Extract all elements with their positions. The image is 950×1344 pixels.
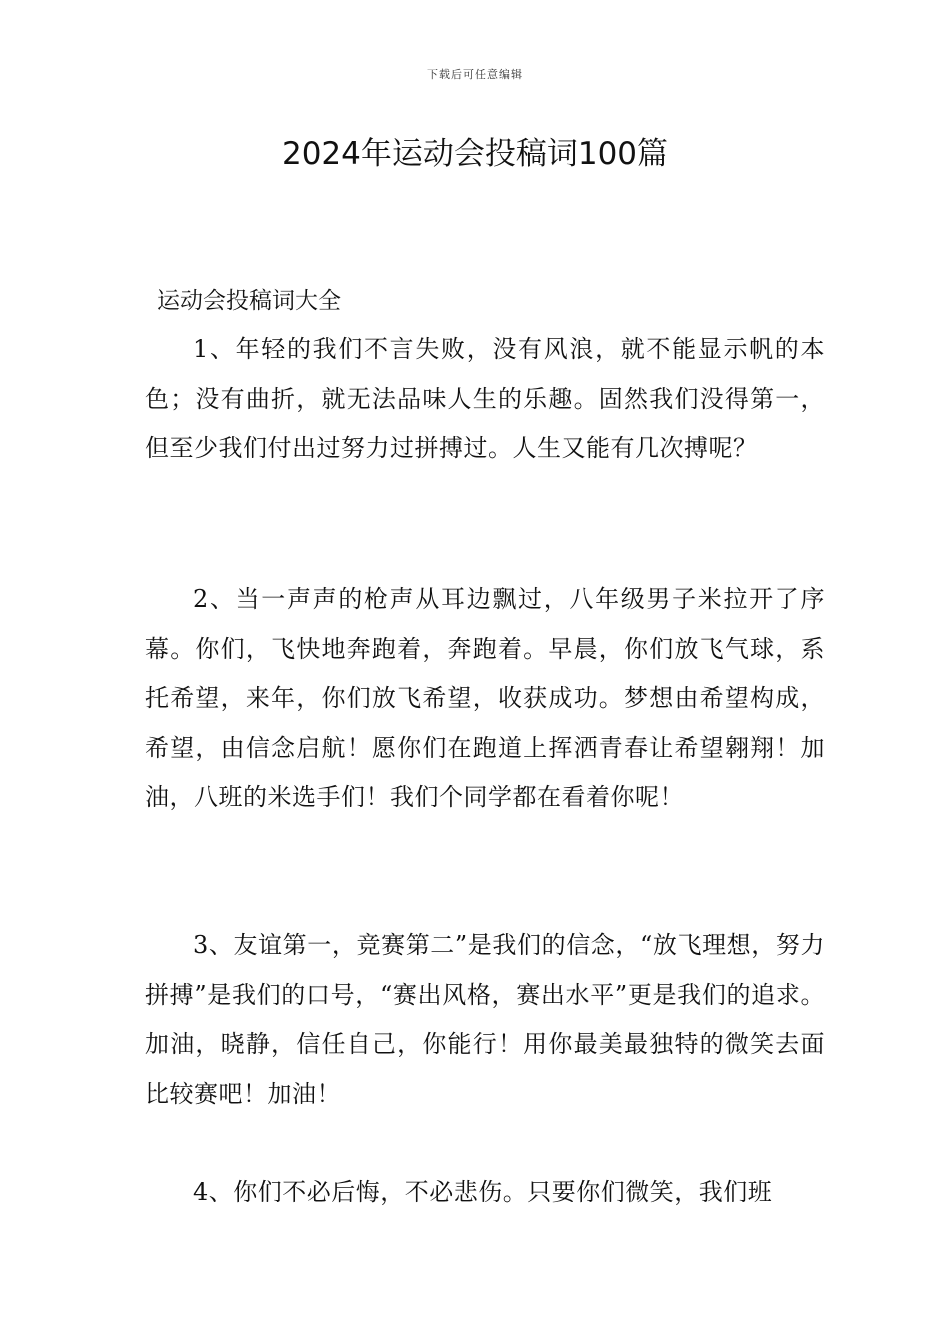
- paragraph-1: 1、年轻的我们不言失败，没有风浪，就不能显示帆的本色；没有曲折，就无法品味人生的乐趣。固然我们没得第一，但至少我们付出过努力过拼搏过。人生又能有几次搏呢？: [145, 335, 825, 462]
- paragraph-3: 3、友谊第一，竞赛第二”是我们的信念，“放飞理想，努力拼搏”是我们的口号，“赛出风格，赛出水平”更是我们的追求。加油，晓静，信任自己，你能行！用你最美最独特的微笑去面比较赛吧！加油！: [145, 931, 825, 1108]
- paragraph-2: 2、当一声声的枪声从耳边飘过，八年级男子米拉开了序幕。你们，飞快地奔跑着，奔跑着。早晨，你们放飞气球，系托希望，来年，你们放飞希望，收获成功。梦想由希望构成，希望，由信念启航！愿你们在跑道上挥洒青春让希望翱翔！加油，八班的米选手们！我们个同学都在看着你呢！: [145, 585, 825, 811]
- header-note: 下载后可任意编辑: [427, 68, 523, 81]
- section-heading: 运动会投稿词大全: [157, 288, 341, 314]
- paragraph-4: 4、你们不必后悔，不必悲伤。只要你们微笑，我们班: [193, 1178, 773, 1206]
- document-title: 2024年运动会投稿词100篇: [281, 136, 669, 172]
